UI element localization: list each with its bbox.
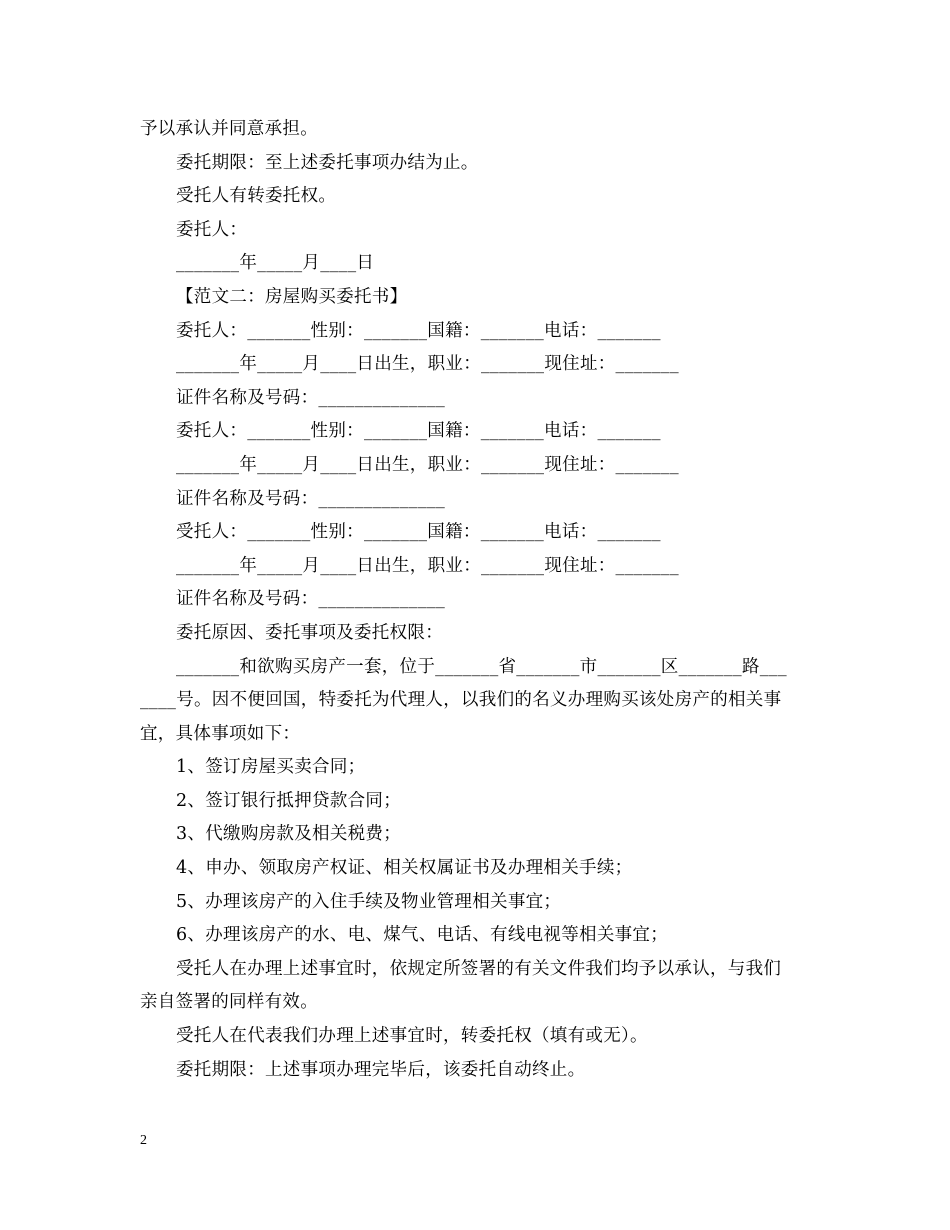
text-line: 受托人在办理上述事宜时，依规定所签署的有关文件我们均予以承认，与我们	[176, 958, 782, 979]
section-heading: 【范文二：房屋购买委托书】	[176, 286, 408, 307]
list-item: 4、申办、领取房产权证、相关权属证书及办理相关手续；	[176, 858, 633, 879]
text-line: 委托人：	[176, 219, 248, 240]
text-line: _______年_____月____日	[176, 253, 375, 274]
text-line: 受托人在代表我们办理上述事宜时，转委托权（填有或无）。	[176, 1026, 648, 1047]
text-line: _______年_____月____日出生，职业：_______现住址：_______	[176, 454, 679, 475]
text-line: 证件名称及号码：______________	[176, 589, 446, 610]
text-line: 受托人有转委托权。	[176, 186, 337, 207]
text-line: _______年_____月____日出生，职业：_______现住址：_______	[176, 354, 679, 375]
text-line: 委托原因、委托事项及委托权限：	[176, 622, 443, 643]
document-body	[140, 113, 812, 1087]
text-line: 受托人：_______性别：_______国籍：_______电话：_______	[176, 522, 661, 543]
list-item: 6、办理该房产的水、电、煤气、电话、有线电视等相关事宜；	[176, 925, 669, 946]
page-number: 2	[140, 1133, 147, 1148]
text-line: 予以承认并同意承担。	[140, 119, 318, 139]
text-line: 证件名称及号码：______________	[176, 387, 446, 408]
list-item: 3、代缴购房款及相关税费；	[176, 824, 402, 845]
text-line: 宜，具体事项如下：	[140, 723, 301, 744]
text-line: 亲自签署的同样有效。	[140, 992, 318, 1013]
text-line: 证件名称及号码：______________	[176, 488, 446, 509]
text-line: 委托期限：至上述委托事项办结为止。	[176, 152, 479, 173]
text-line: 委托期限：上述事项办理完毕后，该委托自动终止。	[176, 1059, 586, 1080]
list-item: 2、签订银行抵押贷款合同；	[176, 790, 402, 811]
text-line: 委托人：_______性别：_______国籍：_______电话：_______	[176, 421, 661, 442]
list-item: 1、签订房屋买卖合同；	[176, 757, 366, 778]
text-line: ____号。因不便回国，特委托为代理人，以我们的名义办理购买该处房产的相关事	[140, 690, 782, 711]
list-item: 5、办理该房产的入住手续及物业管理相关事宜；	[176, 891, 562, 912]
text-line: _______和欲购买房产一套，位于_______省_______市_______区_______路___	[176, 656, 787, 677]
text-line: _______年_____月____日出生，职业：_______现住址：_______	[176, 555, 679, 576]
text-line: 委托人：_______性别：_______国籍：_______电话：_______	[176, 320, 661, 341]
